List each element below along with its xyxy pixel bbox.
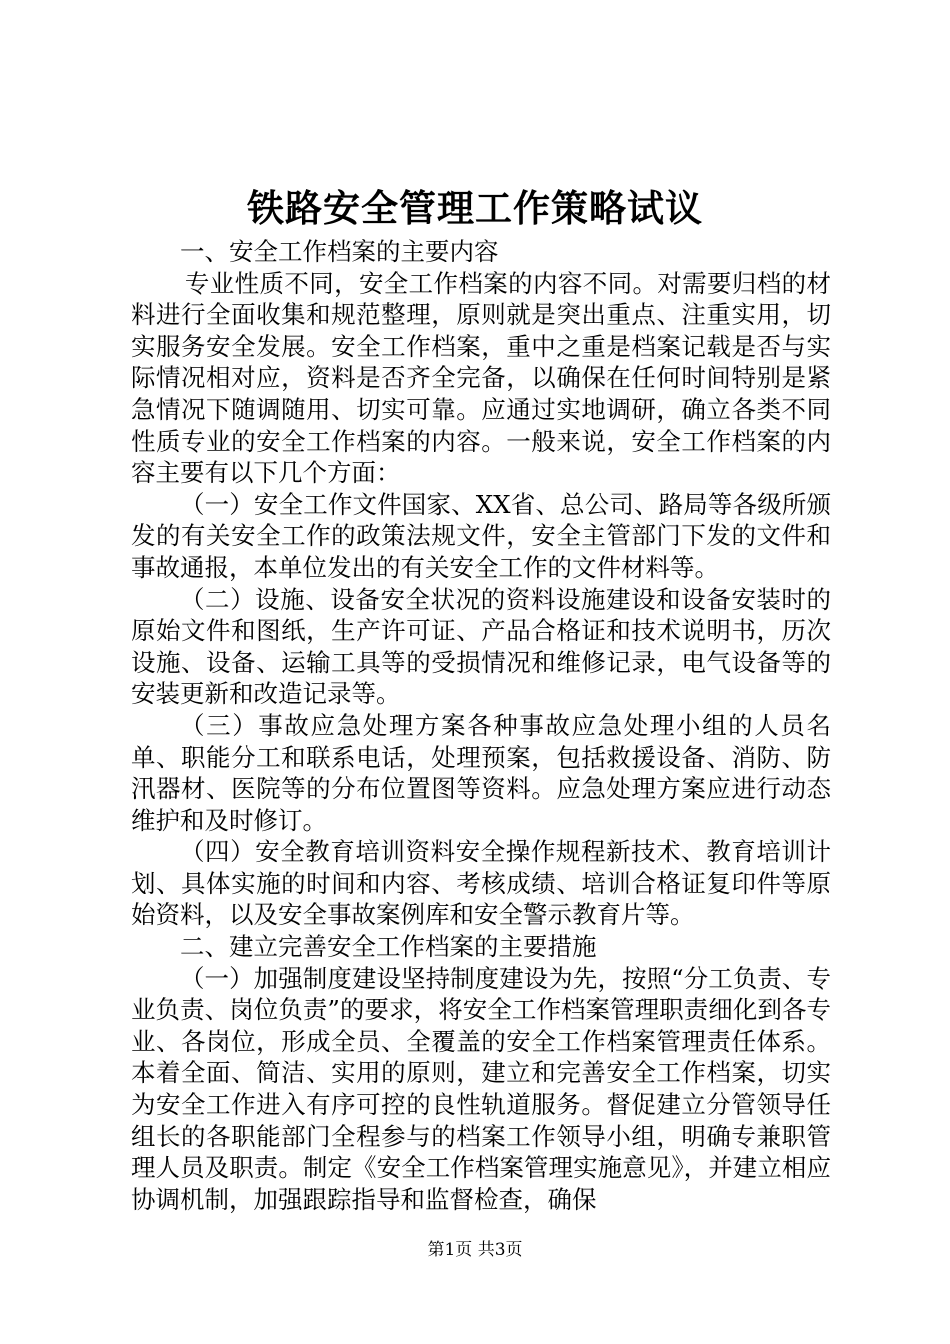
section-heading-1: 一、安全工作档案的主要内容 — [180, 237, 499, 266]
page-footer: 第1页 共3页 — [427, 1240, 523, 1260]
paragraph: 专业性质不同，安全工作档案的内容不同。对需要归档的材料进行全面收集和规范整理，原则就是突出重点、注重实用，切实服务安全发展。安全工作档案，重中之重是档案记载是否与实际情况相对应，资料是否齐全完备，以确保在任何时间特别是紧急情况下随调随用、切实可靠。应通过实地调研，确立各类不同性质专业的安全工作档案的内容。一般来说，安全工作档案的内容主要有以下几个方面： — [131, 268, 831, 488]
section-heading-2: 二、建立完善安全工作档案的主要措施 — [180, 932, 597, 962]
paragraph: （一）安全工作文件国家、XX省、总公司、路局等各级所颁发的有关安全工作的政策法规文件，安全主管部门下发的文件和事故通报，本单位发出的有关安全工作的文件材料等。 — [131, 489, 831, 582]
paragraph: （三）事故应急处理方案各种事故应急处理小组的人员名单、职能分工和联系电话，处理预案，包括救援设备、消防、防汛器材、医院等的分布位置图等资料。应急处理方案应进行动态维护和及时修订。 — [131, 710, 831, 835]
paragraph: （二）设施、设备安全状况的资料设施建设和设备安装时的原始文件和图纸，生产许可证、产品合格证和技术说明书，历次设施、设备、运输工具等的受损情况和维修记录，电气设备等的安装更新和改造记录等。 — [131, 584, 831, 709]
document-title: 铁路安全管理工作策略试议 — [247, 186, 703, 230]
paragraph: （一）加强制度建设坚持制度建设为先，按照“分工负责、专业负责、岗位负责”的要求，将安全工作档案管理职责细化到各专业、各岗位，形成全员、全覆盖的安全工作档案管理责任体系。本着全面、简洁、实用的原则，建立和完善安全工作档案，切实为安全工作进入有序可控的良性轨道服务。督促建立分管领导任组长的各职能部门全程参与的档案工作领导小组，明确专兼职管理人员及职责。制定《安全工作档案管理实施意见》，并建立相应协调机制，加强跟踪指导和监督检查，确保 — [131, 963, 831, 1214]
document-body — [131, 236, 831, 1215]
paragraph: （四）安全教育培训资料安全操作规程新技术、教育培训计划、具体实施的时间和内容、考核成绩、培训合格证复印件等原始资料，以及安全事故案例库和安全警示教育片等。 — [131, 837, 831, 930]
